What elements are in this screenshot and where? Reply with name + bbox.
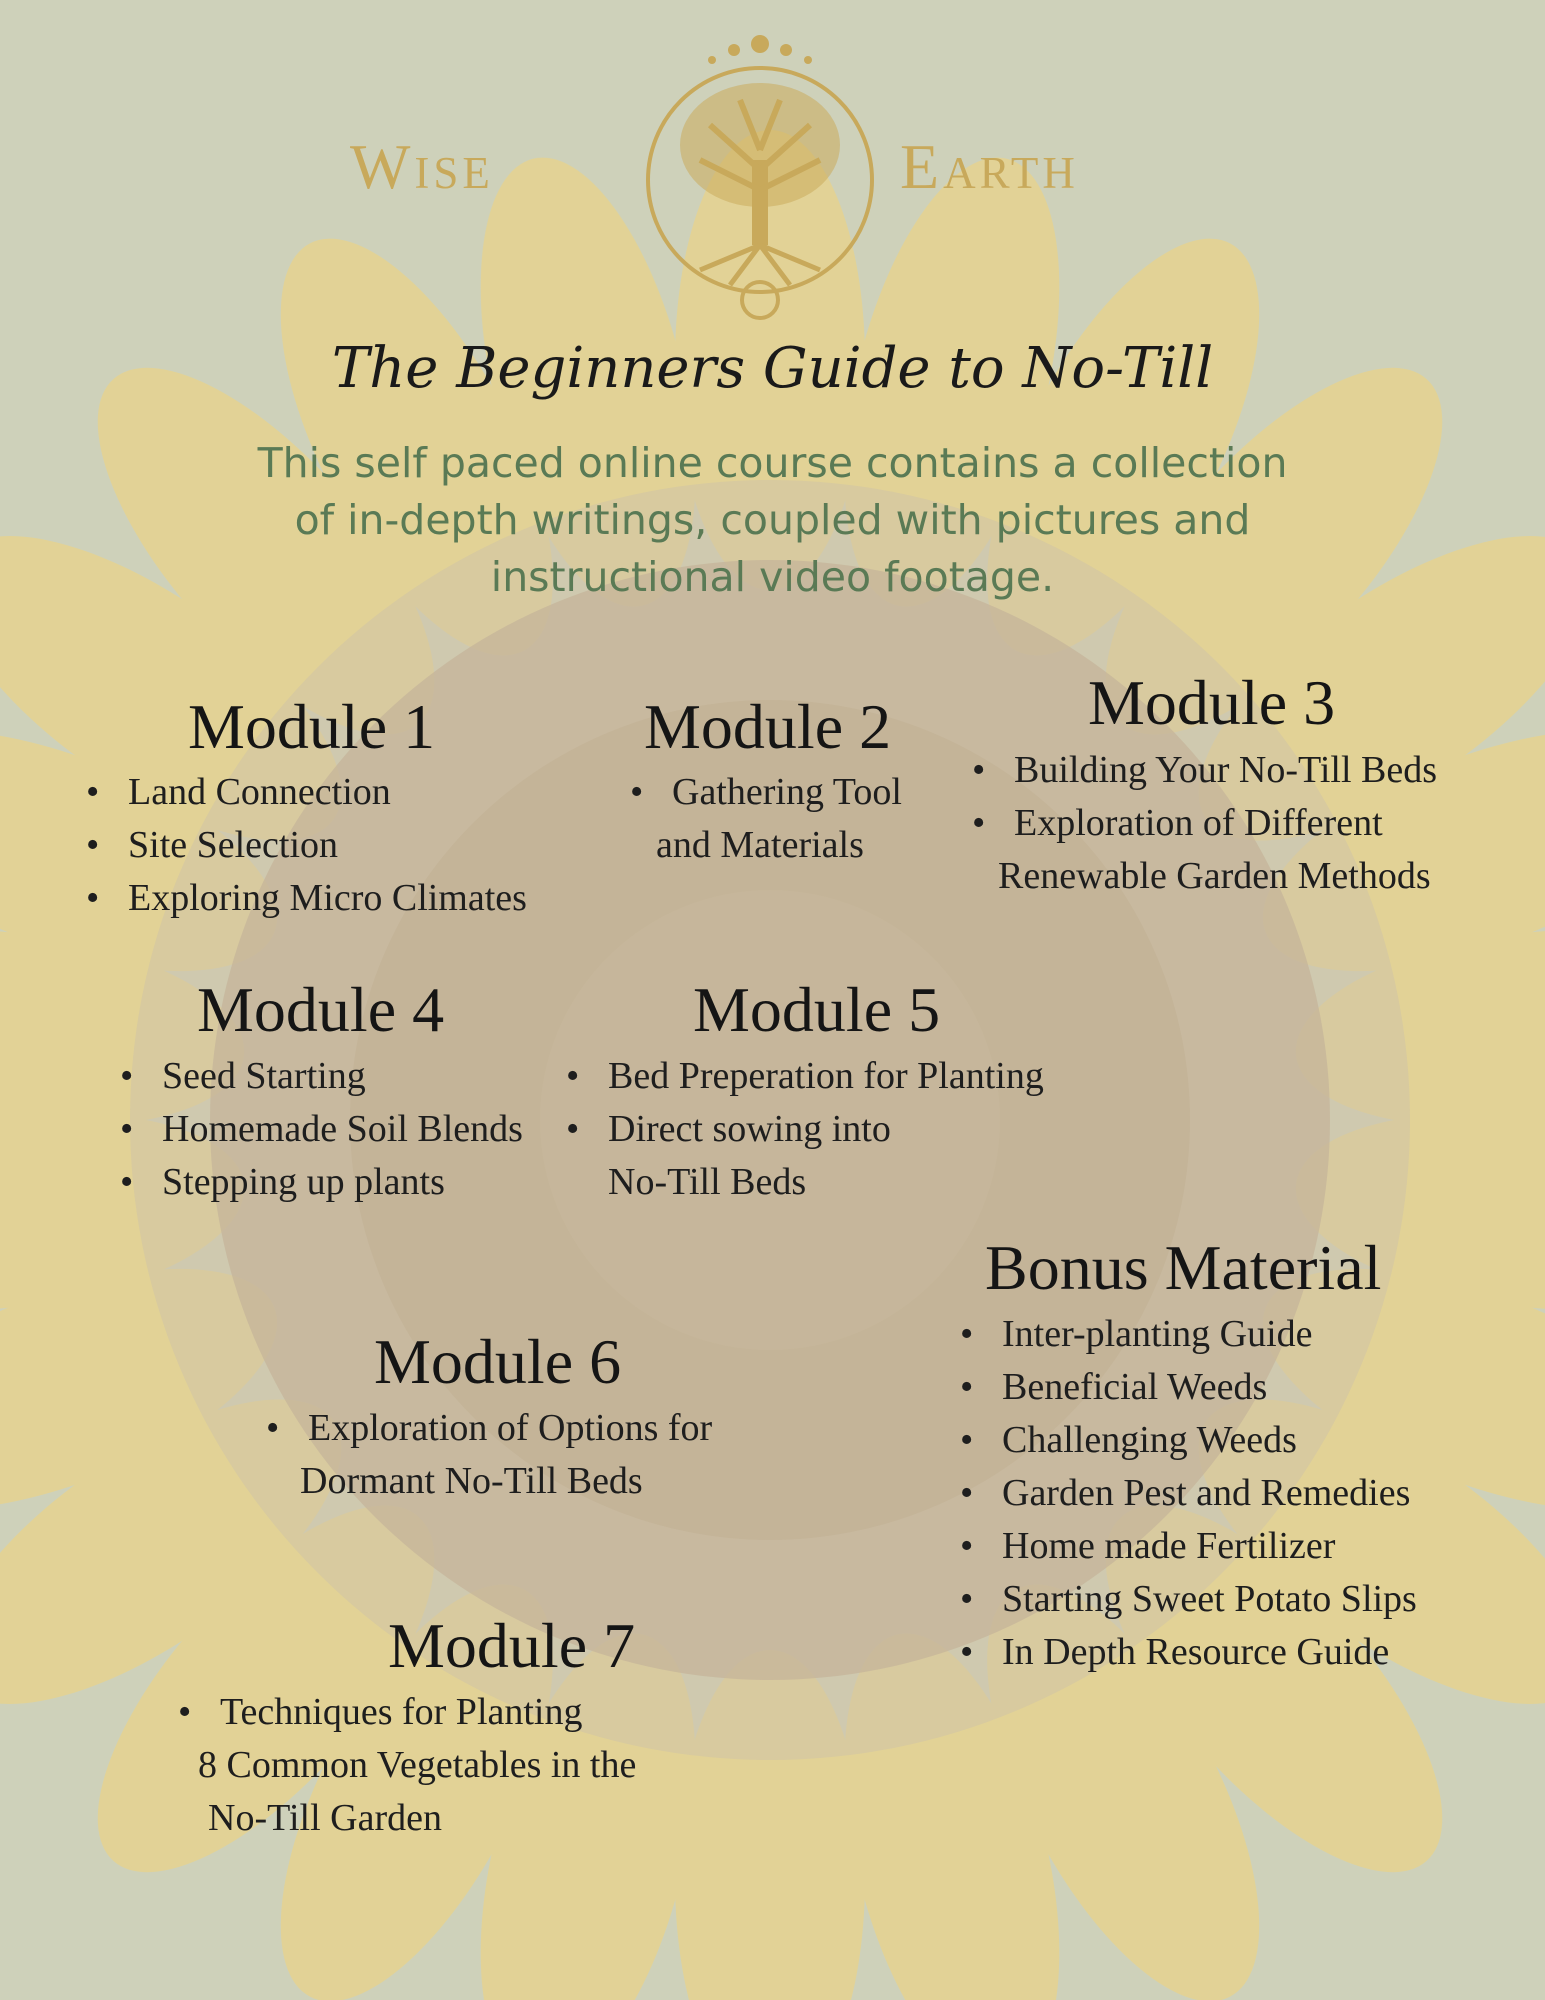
module-7-list — [178, 1686, 636, 1845]
list-item: • Building Your No-Till Beds — [972, 744, 1437, 797]
tree-of-life-icon — [630, 30, 890, 330]
list-item-line: Dormant No-Till Beds — [300, 1460, 643, 1502]
list-item — [266, 1402, 712, 1508]
module-2-list — [630, 766, 902, 872]
bonus-heading: Bonus Material — [985, 1232, 1382, 1303]
module-6-heading: Module 6 — [374, 1326, 622, 1397]
intro-line: This self paced online course contains a collection — [257, 439, 1288, 487]
list-item-line: Exploration of Different — [1014, 802, 1383, 844]
module-4-heading: Module 4 — [197, 974, 445, 1045]
intro-line: instructional video footage. — [490, 553, 1055, 601]
list-item-line: and Materials — [656, 824, 864, 866]
list-item — [972, 797, 1437, 903]
list-item — [178, 1686, 636, 1845]
module-7-heading: Module 7 — [388, 1610, 636, 1681]
bonus-list — [960, 1308, 1417, 1679]
list-item-line: Direct sowing into — [608, 1108, 891, 1150]
list-item-line: Exploration of Options for — [308, 1407, 713, 1449]
list-item-line: 8 Common Vegetables in the — [198, 1744, 637, 1786]
list-item: • Home made Fertilizer — [960, 1520, 1417, 1573]
list-item-line: Techniques for Planting — [220, 1691, 583, 1733]
module-3-heading: Module 3 — [1088, 667, 1336, 738]
list-item: • Homemade Soil Blends — [120, 1103, 523, 1156]
module-6-list — [266, 1402, 712, 1508]
module-3-list — [972, 744, 1437, 903]
list-item: • Challenging Weeds — [960, 1414, 1417, 1467]
list-item: • Seed Starting — [120, 1050, 523, 1103]
logo-wordmark-left: Wise — [350, 131, 494, 202]
course-intro — [200, 435, 1345, 606]
module-1-list — [86, 766, 527, 925]
list-item — [566, 1103, 1044, 1209]
module-2-heading: Module 2 — [644, 691, 892, 762]
list-item: • Stepping up plants — [120, 1156, 523, 1209]
list-item: • Beneficial Weeds — [960, 1361, 1417, 1414]
list-item-line: Renewable Garden Methods — [998, 855, 1431, 897]
module-1-heading: Module 1 — [188, 691, 436, 762]
module-5-list — [566, 1050, 1044, 1209]
list-item: • Bed Preperation for Planting — [566, 1050, 1044, 1103]
module-5-heading: Module 5 — [693, 974, 941, 1045]
list-item: • Site Selection — [86, 819, 527, 872]
list-item-line: No-Till Garden — [208, 1797, 442, 1839]
list-item: • In Depth Resource Guide — [960, 1626, 1417, 1679]
list-item: • Garden Pest and Remedies — [960, 1467, 1417, 1520]
list-item-line: No-Till Beds — [608, 1161, 807, 1203]
list-item: • Starting Sweet Potato Slips — [960, 1573, 1417, 1626]
list-item — [630, 766, 902, 872]
intro-line: of in-depth writings, coupled with pictures and — [294, 496, 1251, 544]
logo-wordmark-right: Earth — [900, 131, 1079, 202]
list-item: • Inter-planting Guide — [960, 1308, 1417, 1361]
list-item: • Exploring Micro Climates — [86, 872, 527, 925]
page-title: The Beginners Guide to No-Till — [331, 336, 1214, 401]
list-item-line: Gathering Tool — [672, 771, 902, 813]
module-4-list — [120, 1050, 523, 1209]
list-item: • Land Connection — [86, 766, 527, 819]
